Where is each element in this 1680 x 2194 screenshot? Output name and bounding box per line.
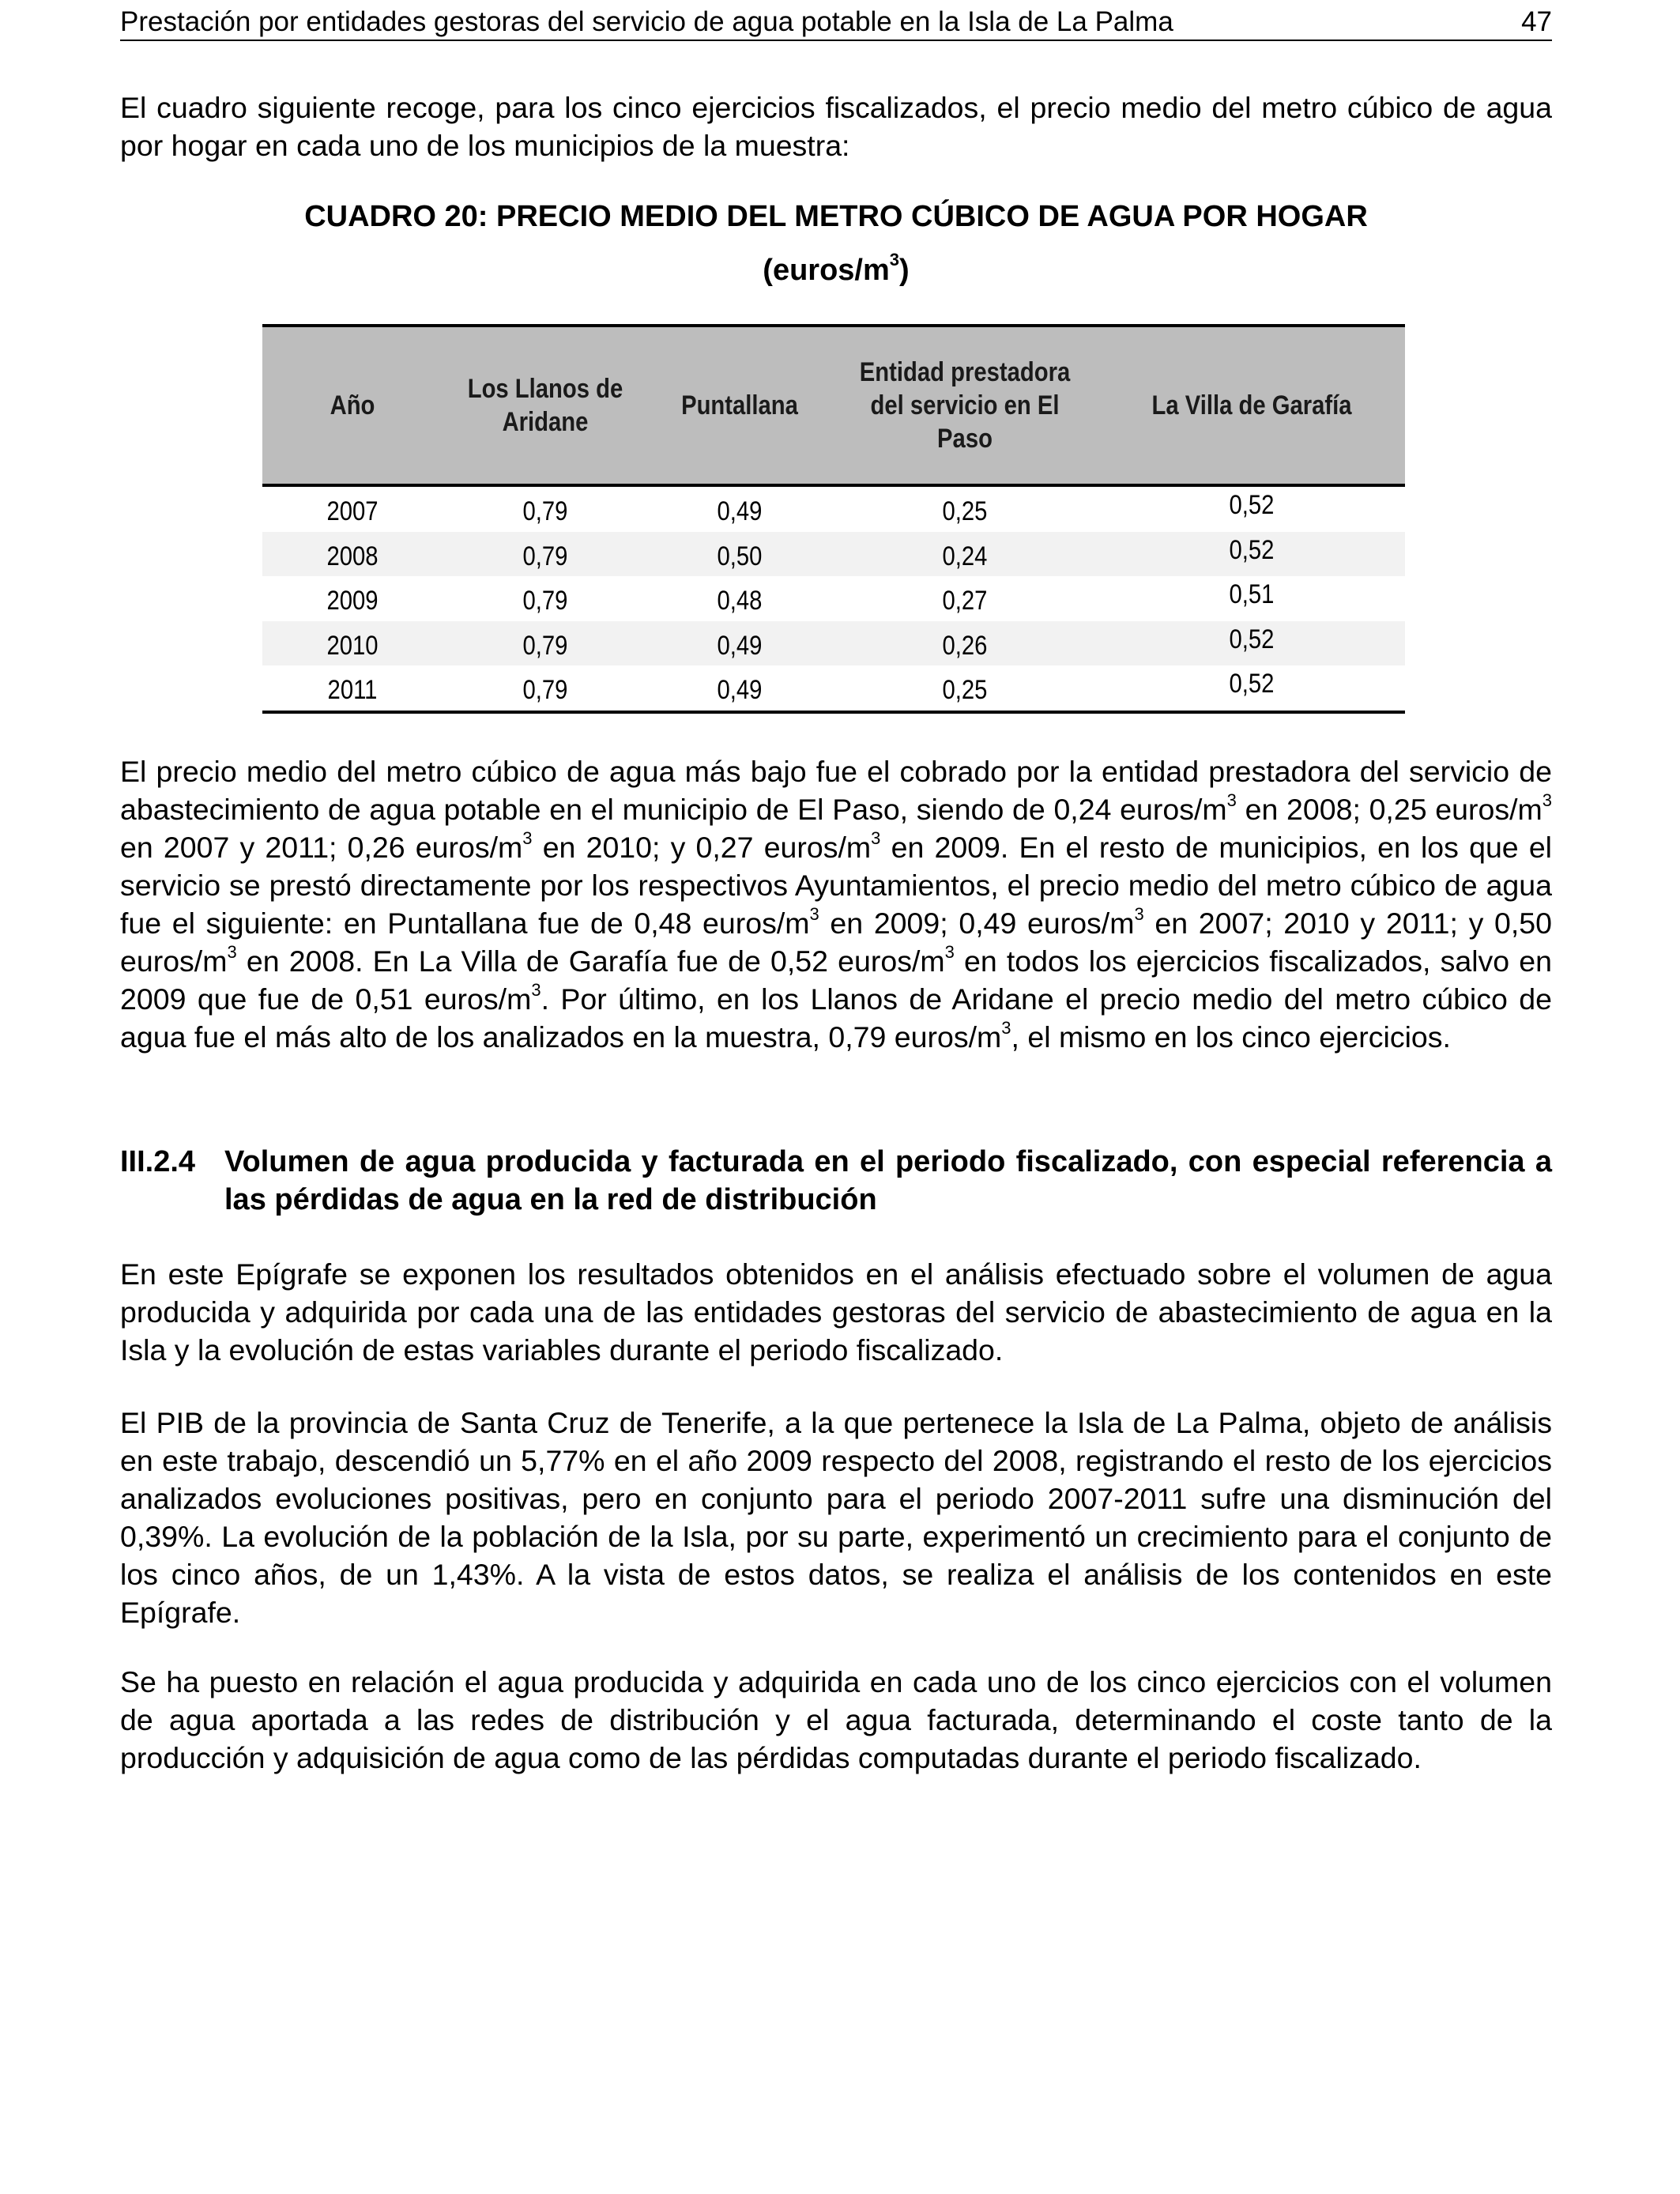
body-paragraph: El PIB de la provincia de Santa Cruz de Tenerife, a la que pertenece la Isla de La Palma, objeto de análisis en este trabajo, descendió un 5,77% en el año 2009 respecto del 2008, registrando el resto de los ejercicios analizados evoluciones positivas, pero en conjunto para el periodo 2007-2011 sufre una disminución del 0,39%. La evolución de la población de la Isla, por su parte, experimentó un crecimiento para el conjunto de los cinco años, de un 1,43%. A la vista de estos datos, se realiza el análisis de los contenidos en este Epígrafe. — [120, 1406, 1552, 1629]
col-header-garafia: La Villa de Garafía — [1151, 390, 1352, 420]
intro-paragraph: El cuadro siguiente recoge, para los cinco ejercicios fiscalizados, el precio medio del metro cúbico de agua por hogar en cada uno de los municipios de la muestra: — [120, 91, 1552, 162]
col-header-puntallana: Puntallana — [681, 390, 798, 420]
cell: 2010 — [326, 630, 379, 661]
cell: 2008 — [326, 541, 379, 571]
cell: 0,27 — [942, 586, 988, 616]
table-unit: $(euros/m^3)$ — [763, 250, 910, 287]
cell: 0,48 — [717, 586, 763, 616]
col-header-los-llanos: Los Llanos de Aridane — [467, 374, 623, 437]
cell: 0,79 — [522, 496, 568, 526]
table-row — [262, 665, 1405, 714]
cell: 0,50 — [717, 541, 763, 571]
cell: 0,52 — [1229, 669, 1275, 699]
cell: 2007 — [326, 496, 379, 526]
section-number: III.2.4 — [120, 1145, 196, 1178]
cell: 0,25 — [942, 496, 988, 526]
cell: 0,26 — [942, 630, 988, 661]
cell: 0,25 — [942, 675, 988, 705]
page-number: 47 — [1521, 6, 1552, 37]
cell: 0,79 — [522, 541, 568, 571]
cell: 0,49 — [717, 675, 763, 705]
table-row — [262, 576, 1405, 621]
cell: 0,52 — [1229, 490, 1275, 520]
cell: 0,79 — [522, 675, 568, 705]
col-header-el-paso: Entidad prestadora del servicio en El Paso — [859, 357, 1071, 454]
table-row — [262, 487, 1405, 532]
table-row — [262, 621, 1405, 666]
col-header-year: Año — [330, 390, 375, 420]
header-title: Prestación por entidades gestoras del servicio de agua potable en la Isla de La Palma — [120, 6, 1173, 37]
table-header-row — [262, 324, 1405, 487]
cell: 0,49 — [717, 496, 763, 526]
body-paragraph: Se ha puesto en relación el agua producida y adquirida en cada uno de los cinco ejercicios con el volumen de agua aportada a las redes de distribución y el agua facturada, determinando el coste tanto de la producción y adquisición de agua como de las pérdidas computadas durante el periodo fiscalizado. — [120, 1665, 1552, 1774]
price-table — [262, 324, 1405, 714]
cell: 0,49 — [717, 630, 763, 661]
cell: 0,52 — [1229, 534, 1275, 565]
table-caption: CUADRO 20: PRECIO MEDIO DEL METRO CÚBICO DE AGUA POR HOGAR — [304, 200, 1368, 233]
cell: 2011 — [327, 675, 378, 705]
cell: 0,52 — [1229, 624, 1275, 654]
running-header — [120, 6, 1552, 41]
cell: 0,51 — [1229, 579, 1275, 609]
cell: 0,79 — [522, 586, 568, 616]
analysis-paragraph: El precio medio del metro cúbico de agua más bajo fue el cobrado por la entidad prestadora del servicio de abastecimiento de agua potable en el municipio de El Paso, siendo de 0,24 euros/$m^3$ en 2008; 0,25 euros/$m^3$ en 2007 y 2011; 0,26 euros/$m^3$ en 2010; y 0,27 euros/$m^3$ en 2009. En el resto de municipios, en los que el servicio se prestó directamente por los respectivos Ayuntamientos, el precio medio del metro cúbico de agua fue el siguiente: en Puntallana fue de 0,48 euros/$m^3$ en 2009; 0,49 euros/$m^3$ en 2007; 2010 y 2011; y 0,50 euros/$m^3$ en 2008. En La Villa de Garafía fue de 0,52 euros/$m^3$ en todos los ejercicios fiscalizados, salvo en 2009 que fue de 0,51 euros/$m^3$. Por último, en los Llanos de Aridane el precio medio del metro cúbico de agua fue el más alto de los analizados en la muestra, 0,79 euros/$m^3$, el mismo en los cinco ejercicios. — [120, 755, 1553, 1054]
cell: 0,24 — [942, 541, 988, 571]
body-paragraph: En este Epígrafe se exponen los resultados obtenidos en el análisis efectuado sobre el volumen de agua producida y adquirida por cada una de las entidades gestoras del servicio de abastecimiento de agua en la Isla y la evolución de estas variables durante el periodo fiscalizado. — [120, 1257, 1552, 1367]
cell: 0,79 — [522, 630, 568, 661]
table-row — [262, 532, 1405, 577]
section-title: Volumen de agua producida y facturada en el periodo fiscalizado, con especial referencia a las pérdidas de agua en la red de distribución — [224, 1145, 1552, 1216]
cell: 2009 — [326, 586, 379, 616]
